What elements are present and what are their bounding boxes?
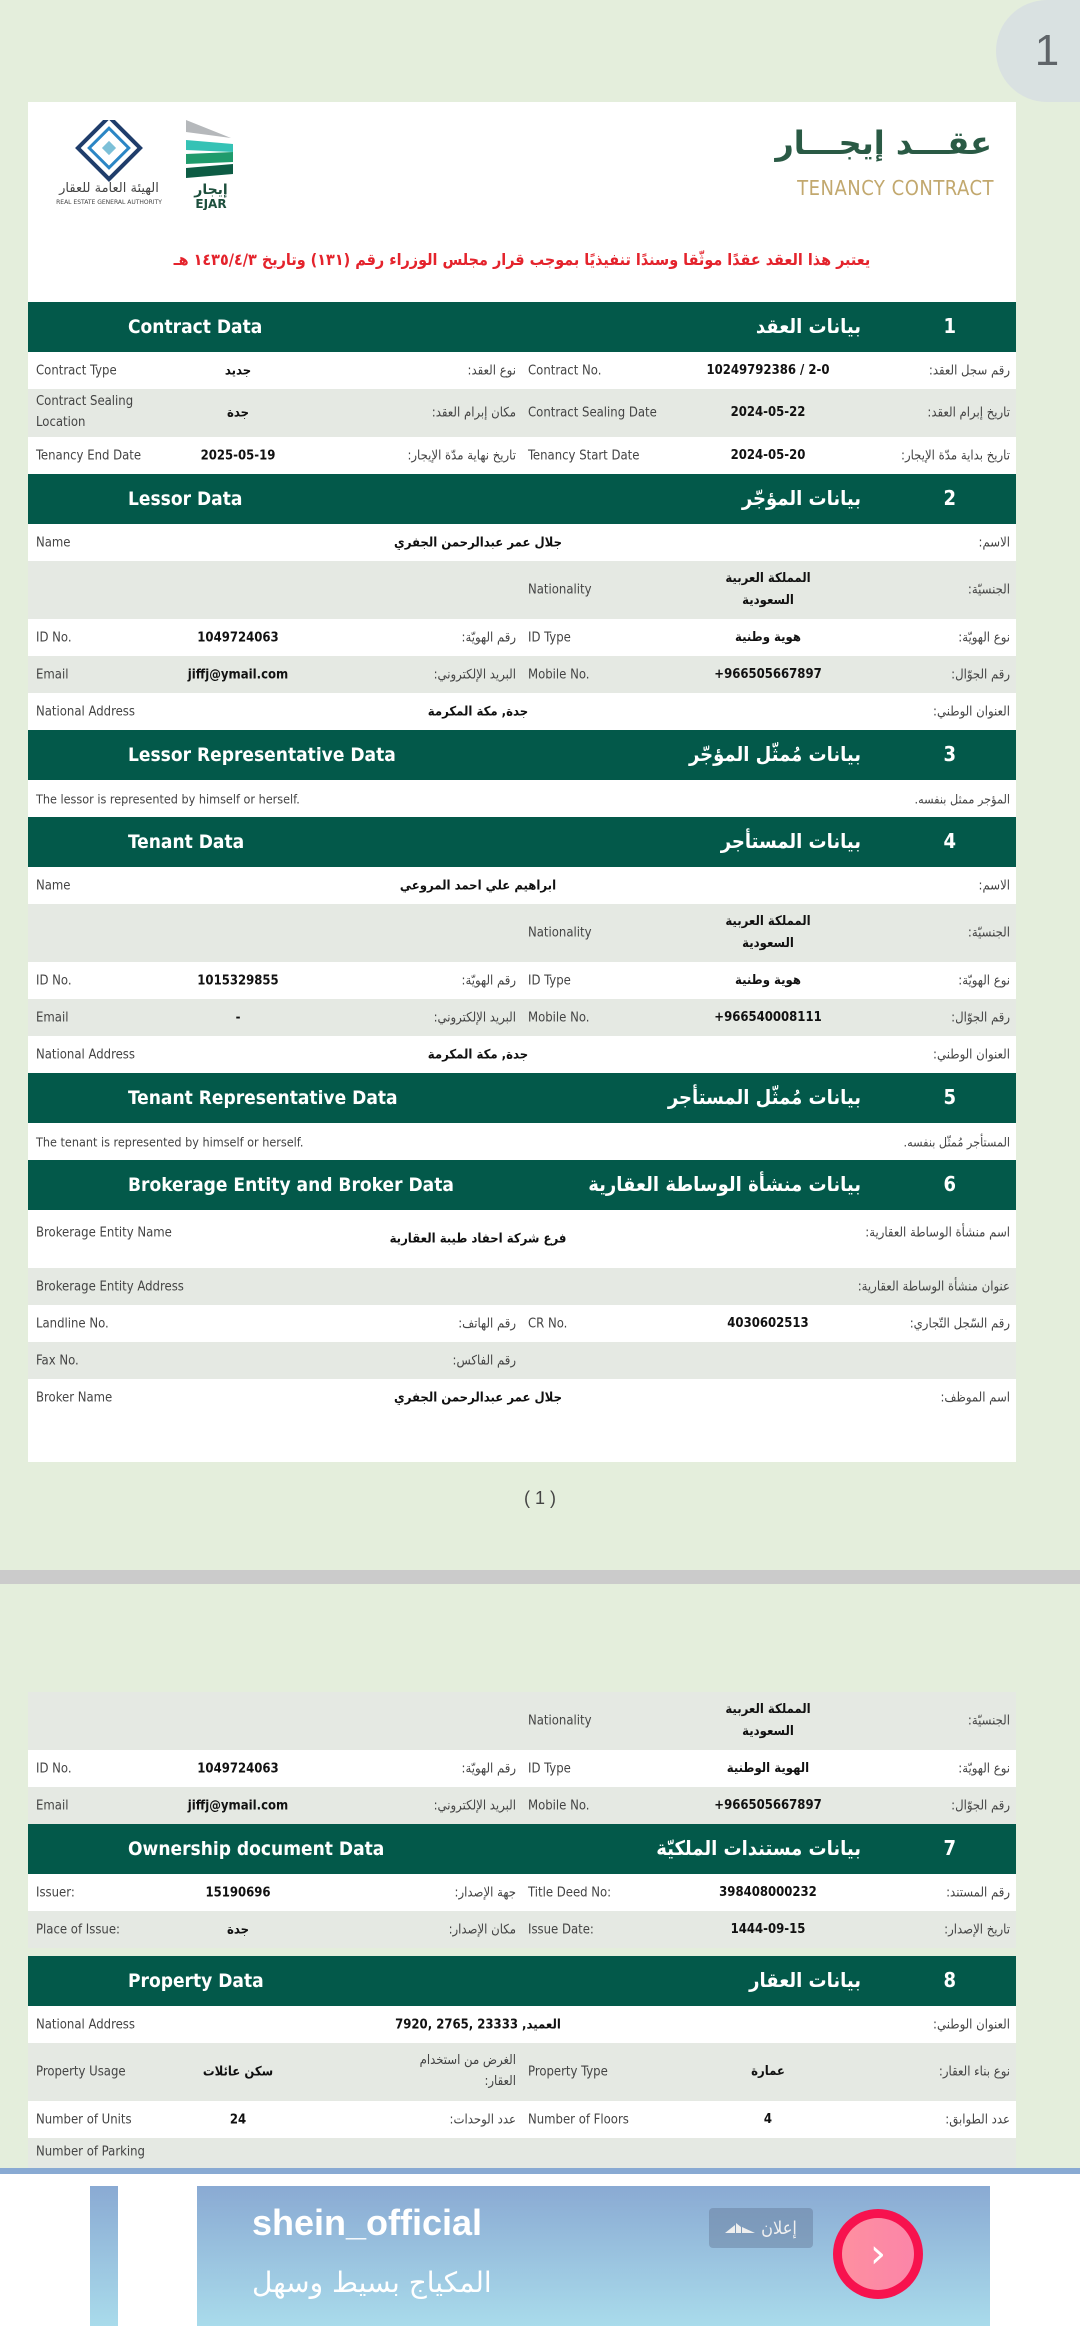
document-header <box>28 102 1016 302</box>
table-row: Name جلال عمر عبدالرحمن الجفري الاسم: <box>36 535 1010 550</box>
table-row: Place of Issue: جدة مكان الإصدار: Issue Date: 1444-09-15 تاريخ الإصدار: <box>28 1911 1016 1948</box>
table-row: Email jiffj@ymail.com البريد الإلكتروني: Mobile No. +966505667897 رقم الجوّال: <box>28 656 1016 693</box>
svg-text:الهيئة العامة للعقار: الهيئة العامة للعقار <box>59 181 159 196</box>
page-number-footer: ( 1 ) <box>523 1488 556 1508</box>
table-row: Nationality المملكة العربية السعودية الجنسيّة: <box>28 1692 1016 1750</box>
table-row: Fax No. رقم الفاكس: <box>28 1342 1016 1379</box>
table-row: Brokerage Entity Name فرع شركة احفاد طيبة العقارية اسم منشأة الوساطة العقارية: <box>36 1225 1010 1247</box>
tenant-phone-link[interactable]: +966540008111 <box>714 1009 822 1025</box>
ad-cta-button[interactable] <box>833 2209 923 2299</box>
section-header-lessor-representative: Lessor Representative Data بيانات مُمثّل المؤجّر 3 <box>28 730 1016 780</box>
table-row: Property Usage سكن عائلات الغرض من استخدام العقار: Property Type عمارة نوع بناء العقار: <box>28 2043 1016 2101</box>
section-header-tenant-representative: Tenant Representative Data بيانات مُمثّل المستأجر 5 <box>28 1073 1016 1123</box>
table-row: Issuer: 15190696 جهة الإصدار: Title Deed No: 398408000232 رقم المستند: <box>28 1874 1016 1911</box>
table-row: Broker Name جلال عمر عبدالرحمن الجفري اسم الموظف: <box>36 1390 1010 1406</box>
ad-banner[interactable] <box>0 2168 1080 2346</box>
table-row: National Address جدة, مكة المكرمة العنوان الوطني: <box>36 704 1010 719</box>
table-row: National Address جدة, مكة المكرمة العنوان الوطني: <box>36 1047 1010 1062</box>
rega-logo-icon <box>42 120 177 208</box>
lessor-email-link[interactable]: jiffj@ymail.com <box>187 667 289 682</box>
section-header-ownership: Ownership document Data بيانات مستندات الملكيّة 7 <box>28 1824 1016 1874</box>
legal-notice: يعتبر هذا العقد عقدًا موثّقا وسندًا تنفيذيًا بموجب قرار مجلس الوزراء رقم (١٣١) وتاريخ ١٤٣٥/٤/٣ هـ <box>173 250 871 269</box>
table-row: Email jiffj@ymail.com البريد الإلكتروني: Mobile No. +966505667897 رقم الجوّال: <box>28 1787 1016 1824</box>
table-row: Number of Parking <box>28 2138 1016 2186</box>
section-header-brokerage: Brokerage Entity and Broker Data بيانات منشأة الوساطة العقارية 6 <box>28 1160 1016 1210</box>
table-row: ID No. 1015329855 رقم الهويّة: ID Type هوية وطنية نوع الهويّة: <box>36 972 1010 988</box>
table-row: Tenancy End Date 2025-05-19 تاريخ نهاية مدّة الإيجار: Tenancy Start Date 2024-05-20 تاريخ بداية مدّة الإيجار: <box>36 447 1010 463</box>
table-row: Name ابراهيم علي احمد المروعي الاسم: <box>36 878 1010 893</box>
page-separator <box>0 1570 1080 1584</box>
ejar-logo-icon <box>183 118 243 210</box>
contract-page-1 <box>28 102 1016 1462</box>
table-row: Number of Units 24 عدد الوحدات: Number of Floors 4 عدد الطوابق: <box>28 2101 1016 2138</box>
title-english: TENANCY CONTRACT <box>797 176 994 200</box>
ad-choices-icon <box>725 2221 755 2235</box>
table-row: Brokerage Entity Address عنوان منشأة الوساطة العقارية: <box>28 1268 1016 1305</box>
table-row: ID No. 1049724063 رقم الهويّة: ID Type الهوية الوطنية نوع الهويّة: <box>28 1750 1016 1787</box>
table-row: ID No. 1049724063 رقم الهويّة: ID Type هوية وطنية نوع الهويّة: <box>36 629 1010 645</box>
ad-side-strip <box>90 2186 118 2326</box>
table-row: Contract Sealing Location جدة مكان إبرام العقد: Contract Sealing Date 2024-05-22 تاريخ إبرام العقد: <box>28 389 1016 437</box>
spacer <box>28 1948 1016 1956</box>
phone-link[interactable]: +966505667897 <box>714 1797 822 1813</box>
section-header-lessor: Lessor Data بيانات المؤجّر 2 <box>28 474 1016 524</box>
contract-page-2 <box>28 1692 1016 2172</box>
page-indicator: 1 <box>996 0 1080 102</box>
table-row: Nationality المملكة العربية السعودية الجنسيّة: <box>28 561 1016 619</box>
table-row: Contract Type جديد نوع العقد: Contract No. 10249792386 / 2-0 رقم سجل العقد: <box>36 362 1010 378</box>
lessor-phone-link[interactable]: +966505667897 <box>714 666 822 682</box>
table-row: The lessor is represented by himself or herself. المؤجر ممثل بنفسه. <box>36 791 1010 806</box>
ad-label[interactable]: إعلان <box>709 2208 813 2248</box>
table-row: Nationality المملكة العربية السعودية الجنسيّة: <box>28 904 1016 962</box>
email-link[interactable]: jiffj@ymail.com <box>187 1798 289 1813</box>
svg-text:إيجار: إيجار <box>194 182 228 198</box>
section-header-property: Property Data بيانات العقار 8 <box>28 1956 1016 2006</box>
table-row: National Address العميد, 23333 ,2765 ,7920 العنوان الوطني: <box>28 2006 1016 2043</box>
table-row: Landline No. رقم الهاتف: CR No. 4030602513 رقم السّجل التّجاري: <box>36 1315 1010 1331</box>
svg-text:REAL ESTATE GENERAL AUTHORITY: REAL ESTATE GENERAL AUTHORITY <box>56 199 162 206</box>
table-row: The tenant is represented by himself or herself. المستأجر مُمثّل بنفسه. <box>36 1134 1010 1149</box>
title-arabic: عقـــد إيجـــار <box>775 124 992 162</box>
svg-text:EJAR: EJAR <box>195 197 227 210</box>
table-row: Email - البريد الإلكتروني: Mobile No. +966540008111 رقم الجوّال: <box>28 999 1016 1036</box>
chevron-right-icon: › <box>842 2218 914 2290</box>
ad-title: shein_official <box>252 2202 483 2243</box>
section-header-tenant: Tenant Data بيانات المستأجر 4 <box>28 817 1016 867</box>
ad-subtitle: المكياج بسيط وسهل <box>252 2266 492 2299</box>
section-header-contract: Contract Data بيانات العقد 1 <box>28 302 1016 352</box>
ad-card[interactable] <box>197 2186 990 2326</box>
